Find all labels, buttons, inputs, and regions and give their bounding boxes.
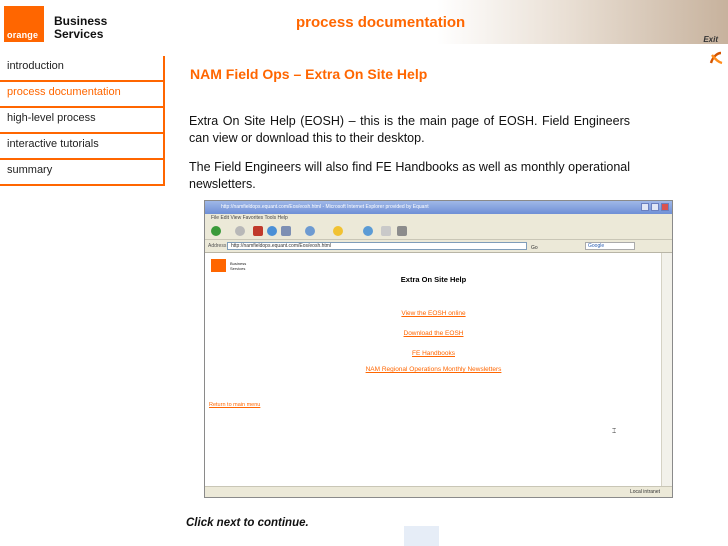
page-brand-line-2: Services [230, 266, 246, 271]
exit-button[interactable]: Exit [703, 35, 718, 44]
browser-screenshot [204, 200, 673, 498]
home-icon [281, 226, 291, 236]
eosh-heading: Extra On Site Help [400, 275, 467, 284]
page-title: NAM Field Ops – Extra On Site Help [190, 66, 428, 82]
page-brand [230, 261, 246, 271]
favorites-icon [333, 226, 343, 236]
header-banner [0, 0, 728, 44]
google-toolbar: Google [585, 242, 635, 250]
brand-name [54, 15, 107, 41]
header-title: process documentation [296, 14, 466, 31]
history-icon [363, 226, 373, 236]
stop-icon [253, 226, 263, 236]
nav-item-label: summary [7, 164, 53, 176]
page-orange-logo [211, 259, 226, 272]
nav-item-interactive-tutorials[interactable] [0, 134, 163, 160]
maximize-icon [651, 203, 659, 211]
link-fe-handbooks: FE Handbooks [412, 350, 455, 357]
link-download-eosh: Download the EOSH [403, 330, 464, 337]
close-icon [661, 203, 669, 211]
exit-icon[interactable] [708, 50, 724, 66]
page-brand-line-1: Business [230, 261, 247, 266]
next-button-area[interactable] [404, 526, 439, 546]
refresh-icon [267, 226, 277, 236]
continue-instruction: Click next to continue. [186, 517, 309, 529]
link-view-eosh-online: View the EOSH online [401, 310, 466, 317]
intro-paragraph: Extra On Site Help (EOSH) – this is the main page of EOSH. Field Engineers can view or download this to their desktop. [189, 114, 630, 145]
brand-line-2: Services [54, 27, 104, 41]
nav-item-summary[interactable] [0, 160, 163, 186]
window-controls [641, 203, 669, 211]
link-monthly-newsletters: NAM Regional Operations Monthly Newsletters [365, 366, 502, 373]
nav-item-label: interactive tutorials [7, 138, 99, 150]
browser-address-bar [205, 240, 672, 253]
nav-item-introduction[interactable] [0, 56, 163, 82]
browser-title-bar [205, 201, 672, 214]
nav-item-high-level-process[interactable] [0, 108, 163, 134]
search-icon [305, 226, 315, 236]
address-field: http://namfieldops.equant.com/Eos/eosh.html [227, 242, 527, 250]
logo-word: orange [7, 30, 39, 40]
browser-scrollbar [661, 253, 672, 487]
link-return-main-menu: Return to main menu [209, 402, 261, 408]
print-icon [397, 226, 407, 236]
browser-toolbar [205, 223, 672, 240]
handbooks-paragraph: The Field Engineers will also find FE Handbooks as well as monthly operational newsletters. [189, 160, 630, 191]
mail-icon [381, 226, 391, 236]
nav-item-label: process documentation [7, 86, 121, 98]
brand-line-1: Business [54, 14, 108, 28]
nav-item-process-documentation[interactable] [0, 82, 163, 108]
back-icon [211, 226, 221, 236]
minimize-icon [641, 203, 649, 211]
go-button: Go [531, 245, 538, 251]
browser-window-title: http://namfieldops.equant.com/Eos/eosh.html - Microsoft Internet Explorer provided by Equant [221, 204, 429, 210]
address-label: Address [208, 243, 227, 249]
browser-menu-bar: File Edit View Favorites Tools Help [205, 214, 672, 223]
left-nav [0, 56, 163, 186]
cursor-icon: ⌶ [612, 428, 617, 435]
forward-icon [235, 226, 245, 236]
orange-logo [4, 6, 44, 42]
browser-status-bar: Local intranet [205, 486, 672, 497]
nav-item-label: high-level process [7, 112, 96, 124]
nav-item-label: introduction [7, 60, 64, 72]
browser-viewport [205, 253, 662, 487]
